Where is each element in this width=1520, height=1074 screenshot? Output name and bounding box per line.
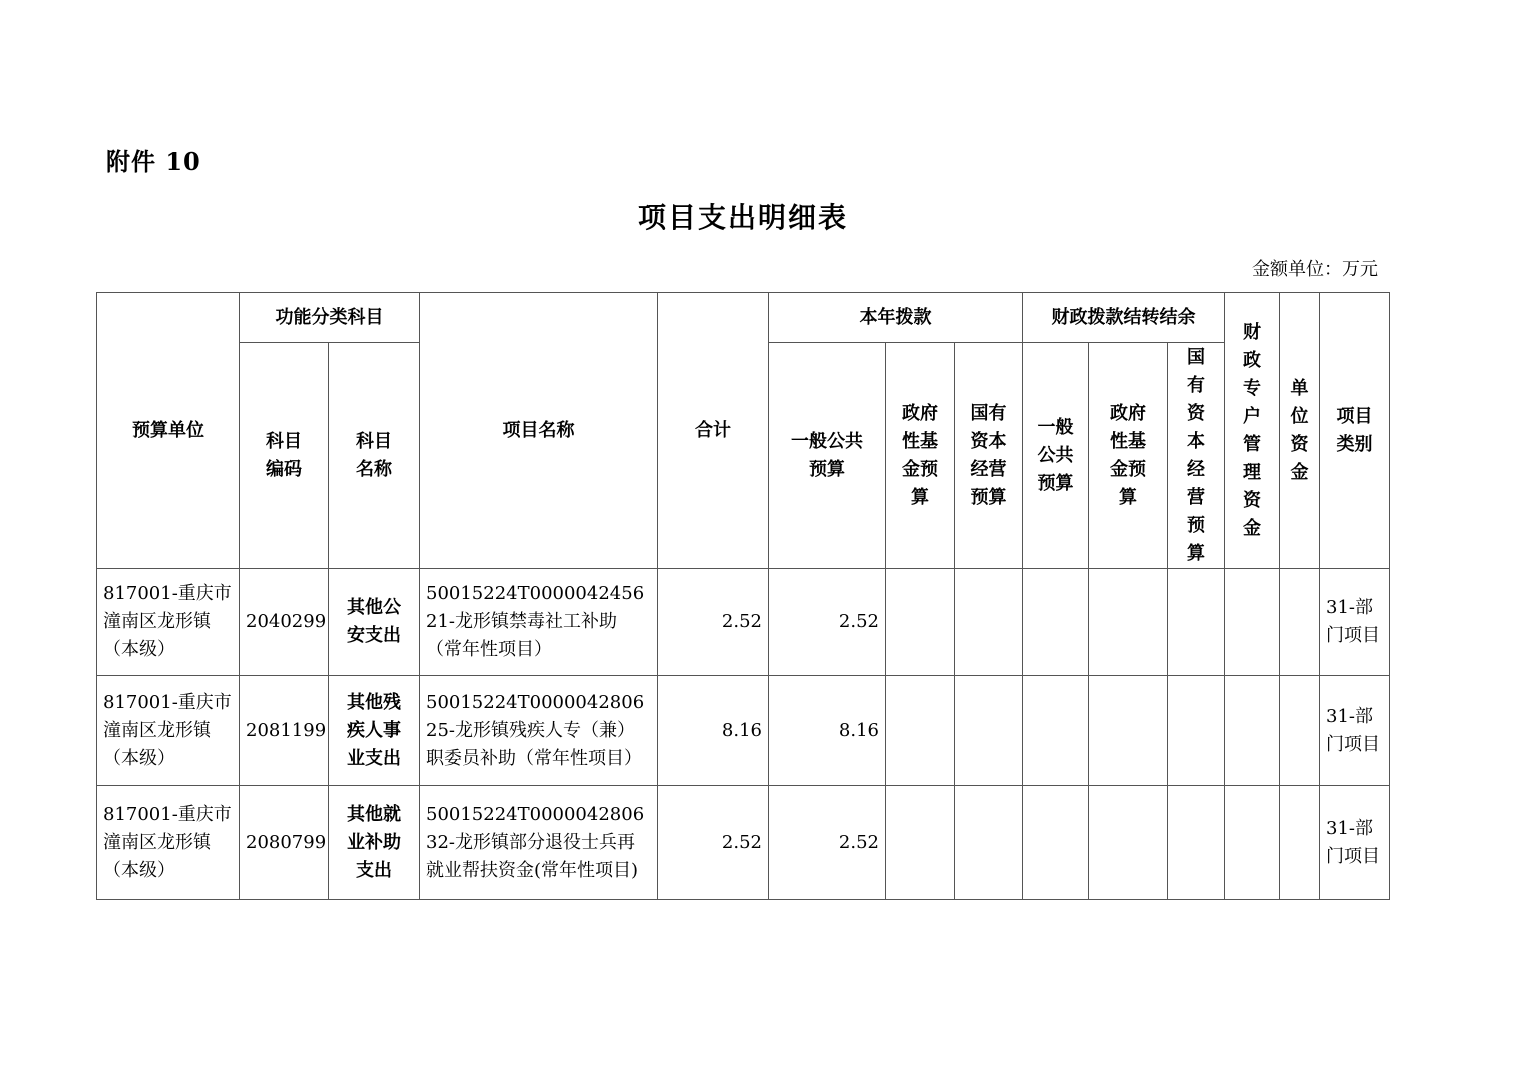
header-project-type-text: 项目类别 [1336,405,1373,455]
cell-co-state-capital [1168,786,1225,900]
header-co-gov-fund [1089,343,1168,569]
cell-cy-state-capital [955,676,1023,786]
header-cy-gov-fund [886,343,955,569]
header-co-state-capital [1168,343,1225,569]
header-project-name: 项目名称 [420,293,658,569]
cell-co-gov-fund [1089,676,1168,786]
cell-subject-name [329,786,420,900]
cell-special-account [1225,569,1280,676]
cell-subject-name [329,569,420,676]
header-budget-unit: 预算单位 [97,293,240,569]
header-cy-general-text: 一般公共预算 [791,430,863,480]
cell-subject-name [329,676,420,786]
cell-subject-name-text: 其他就业补助支出 [346,803,401,881]
cell-subject-name-text: 其他残疾人事业支出 [346,691,401,769]
table-row [97,569,1390,676]
header-co-general-text: 一般公共预算 [1037,416,1074,494]
cell-cy-general: 2.52 [769,786,886,900]
header-cy-state-capital [955,343,1023,569]
table-row [97,786,1390,900]
header-subject-code [240,343,329,569]
cell-cy-gov-fund [886,569,955,676]
cell-budget-unit: 817001-重庆市潼南区龙形镇（本级） [97,786,240,900]
header-total: 合计 [658,293,769,569]
cell-co-general [1023,786,1089,900]
cell-subject-code: 2040299 [240,569,329,676]
cell-cy-state-capital [955,569,1023,676]
header-cy-state-capital-text: 国有资本经营预算 [970,402,1007,508]
header-co-gov-fund-text: 政府性基金预算 [1110,402,1147,508]
cell-project-name: 50015224T000004280632-龙形镇部分退役士兵再就业帮扶资金(常年性项目) [420,786,658,900]
header-cy-general [769,343,886,569]
cell-total: 8.16 [658,676,769,786]
cell-total: 2.52 [658,569,769,676]
cell-co-general [1023,569,1089,676]
cell-total: 2.52 [658,786,769,900]
cell-cy-general: 8.16 [769,676,886,786]
table-row [97,676,1390,786]
header-unit-funds [1280,293,1320,569]
cell-project-type: 31-部门项目 [1320,676,1390,786]
cell-project-name: 50015224T000004280625-龙形镇残疾人专（兼）职委员补助（常年性项目） [420,676,658,786]
header-unit-funds-text: 单位资金 [1290,377,1309,483]
header-func-class: 功能分类科目 [240,293,420,343]
cell-unit-funds [1280,786,1320,900]
cell-co-state-capital [1168,569,1225,676]
cell-unit-funds [1280,676,1320,786]
header-special-account [1225,293,1280,569]
header-subject-code-text: 科目编码 [266,430,302,480]
cell-project-name: 50015224T000004245621-龙形镇禁毒社工补助（常年性项目） [420,569,658,676]
header-special-account-text: 财政专户管理资金 [1243,321,1262,539]
header-co-general [1023,343,1089,569]
header-cy-gov-fund-text: 政府性基金预算 [902,402,938,508]
cell-co-general [1023,676,1089,786]
cell-subject-code: 2080799 [240,786,329,900]
header-row-1 [97,293,1390,343]
project-expenditure-table [96,292,1390,900]
cell-cy-general: 2.52 [769,569,886,676]
cell-budget-unit: 817001-重庆市潼南区龙形镇（本级） [97,676,240,786]
cell-subject-code: 2081199 [240,676,329,786]
amount-unit-label: 金额单位：万元 [1252,259,1378,280]
cell-unit-funds [1280,569,1320,676]
cell-project-type: 31-部门项目 [1320,569,1390,676]
cell-cy-gov-fund [886,676,955,786]
page-title: 项目支出明细表 [637,201,848,234]
header-project-type [1320,293,1390,569]
cell-co-gov-fund [1089,569,1168,676]
cell-cy-gov-fund [886,786,955,900]
cell-co-gov-fund [1089,786,1168,900]
cell-co-state-capital [1168,676,1225,786]
header-co-state-capital-text: 国有资本经营预算 [1187,346,1206,564]
header-subject-name [329,343,420,569]
header-carryover: 财政拨款结转结余 [1023,293,1225,343]
cell-special-account [1225,786,1280,900]
header-current-year: 本年拨款 [769,293,1023,343]
cell-cy-state-capital [955,786,1023,900]
cell-budget-unit: 817001-重庆市潼南区龙形镇（本级） [97,569,240,676]
attachment-label: 附件 10 [106,147,201,176]
cell-project-type: 31-部门项目 [1320,786,1390,900]
cell-subject-name-text: 其他公安支出 [346,597,401,646]
cell-special-account [1225,676,1280,786]
header-subject-name-text: 科目名称 [356,430,392,480]
